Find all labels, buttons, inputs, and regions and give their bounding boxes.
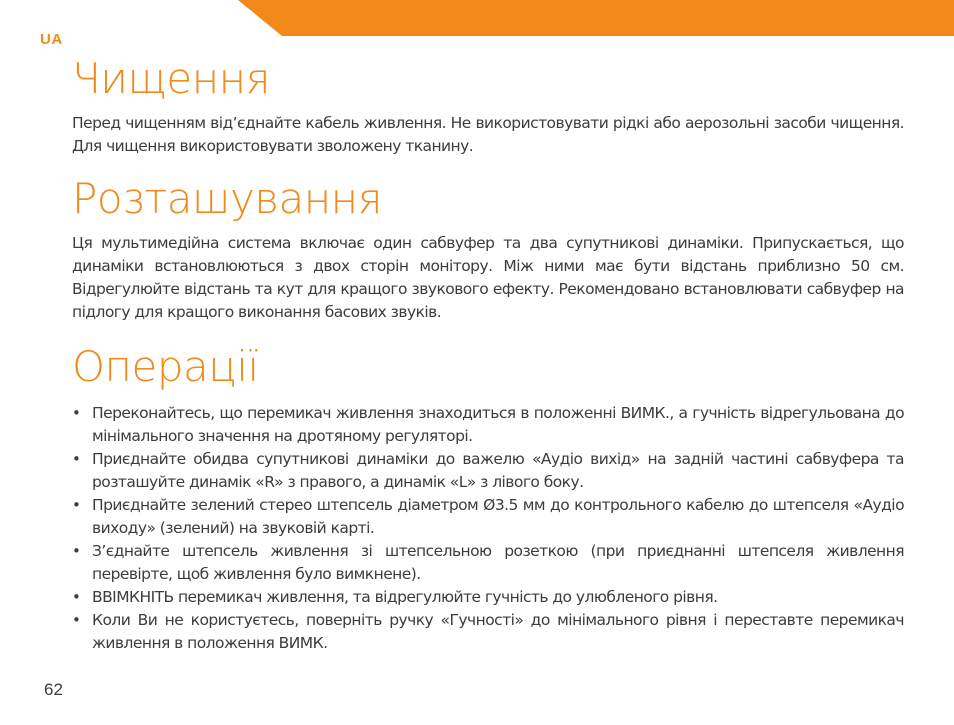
list-item	[72, 586, 904, 609]
section-title-operations: Операції	[72, 342, 259, 391]
section-cleaning	[72, 52, 904, 158]
page-content	[72, 52, 904, 655]
list-item-text: З’єднайте штепсель живлення зі штепсельною розеткою (при приєднанні штепселя живлення перевірте, щоб живлення було вимкнене).	[92, 542, 904, 583]
bullet-icon: •	[72, 542, 81, 560]
section-operations	[72, 340, 904, 655]
list-item	[72, 540, 904, 586]
section-title-cleaning: Чищення	[72, 54, 270, 103]
bullet-icon: •	[72, 588, 81, 606]
list-item	[72, 494, 904, 540]
list-item	[72, 609, 904, 655]
bullet-icon: •	[72, 404, 81, 422]
list-item-text: Переконайтесь, що перемикач живлення знаходиться в положенні ВИМК., а гучність відрегульована до мінімального значення на дротяному регуляторі.	[92, 404, 904, 445]
list-item	[72, 448, 904, 494]
list-item-text: Коли Ви не користуєтесь, поверніть ручку «Гучності» до мінімального рівня і переставте перемикач живлення в положення ВИМК.	[92, 611, 904, 652]
language-tag: UA	[40, 31, 63, 48]
page-number: 62	[44, 680, 63, 699]
section-text-cleaning: Перед чищенням від’єднайте кабель живлення. Не використовувати рідкі або аерозольні засоби чищення. Для чищення використовувати зволожену тканину.	[72, 114, 904, 155]
bullet-icon: •	[72, 450, 81, 468]
list-item-text: Приєднайте обидва супутникові динаміки до важелю «Аудіо вихід» на задній частині сабвуфера та розташуйте динамік «R» з правого, а динамік «L» з лівого боку.	[92, 450, 904, 491]
section-text-placement: Ця мультимедійна система включає один сабвуфер та два супутникові динаміки. Припускається, що динаміки встановлюються з двох сторін монітору. Між ними має бути відстань приблизно 50 см. Відрегулюйте відстань та кут для кращого звукового ефекту. Рекомендовано встановлювати сабвуфер на підлогу для кращого виконання басових звуків.	[72, 234, 904, 321]
bullet-icon: •	[72, 611, 81, 629]
list-item-text: ВВІМКНІТЬ перемикач живлення, та відрегулюйте гучність до улюбленого рівня.	[92, 588, 718, 606]
section-placement	[72, 172, 904, 324]
operations-list	[72, 402, 904, 655]
section-title-placement: Розташування	[72, 174, 382, 223]
list-item	[72, 402, 904, 448]
bullet-icon: •	[72, 496, 81, 514]
list-item-text: Приєднайте зелений стерео штепсель діаметром Ø3.5 мм до контрольного кабелю до штепселя «Аудіо виходу» (зелений) на звуковій карті.	[92, 496, 904, 537]
header-accent-bar	[0, 0, 954, 36]
